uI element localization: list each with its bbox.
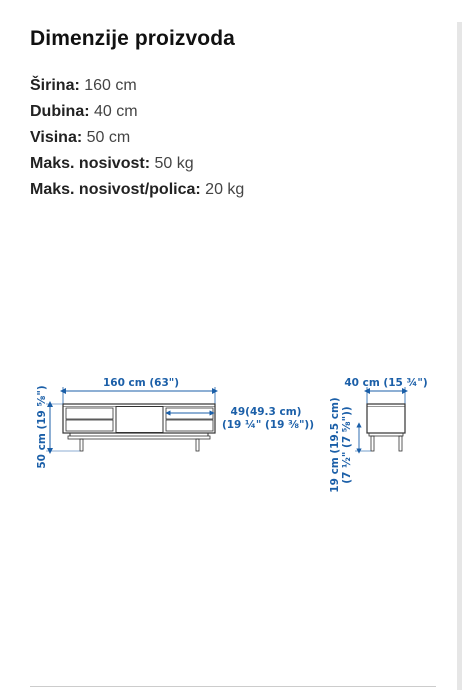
spec-value: 160 cm xyxy=(84,77,137,94)
side-view xyxy=(329,377,428,493)
side-height-label: 19 cm (19.5 cm) xyxy=(329,397,341,493)
page-title: Dimenzije proizvoda xyxy=(30,27,235,50)
spec-list xyxy=(30,76,244,206)
front-view xyxy=(36,377,314,469)
width-dimension-label: 160 cm (63") xyxy=(102,377,180,389)
spec-row-width xyxy=(30,76,244,102)
inner-width-label-imperial: (19 ¼" (19 ⅜")) xyxy=(221,419,315,431)
section-divider xyxy=(30,686,436,687)
spec-label: Širina: xyxy=(30,77,80,94)
spec-label: Maks. nosivost/polica: xyxy=(30,181,201,198)
spec-row-max-load-shelf xyxy=(30,180,244,206)
side-height-label-imperial: (7 ½" (7 ⅝")) xyxy=(341,406,353,484)
scrollbar[interactable] xyxy=(457,22,462,690)
spec-label: Dubina: xyxy=(30,103,90,120)
spec-value: 50 kg xyxy=(154,155,194,172)
spec-value: 20 kg xyxy=(205,181,245,198)
spec-row-height xyxy=(30,128,244,154)
spec-value: 50 cm xyxy=(86,129,131,146)
height-dimension-label: 50 cm (19 ⅝") xyxy=(36,385,48,469)
depth-dimension-label: 40 cm (15 ¾") xyxy=(344,377,428,389)
spec-row-max-load xyxy=(30,154,244,180)
spec-label: Maks. nosivost: xyxy=(30,155,151,172)
spec-row-depth xyxy=(30,102,244,128)
spec-value: 40 cm xyxy=(94,103,138,120)
inner-width-label: 49(49.3 cm) xyxy=(230,406,302,418)
spec-label: Visina: xyxy=(30,129,83,146)
dimension-diagram xyxy=(0,370,464,520)
